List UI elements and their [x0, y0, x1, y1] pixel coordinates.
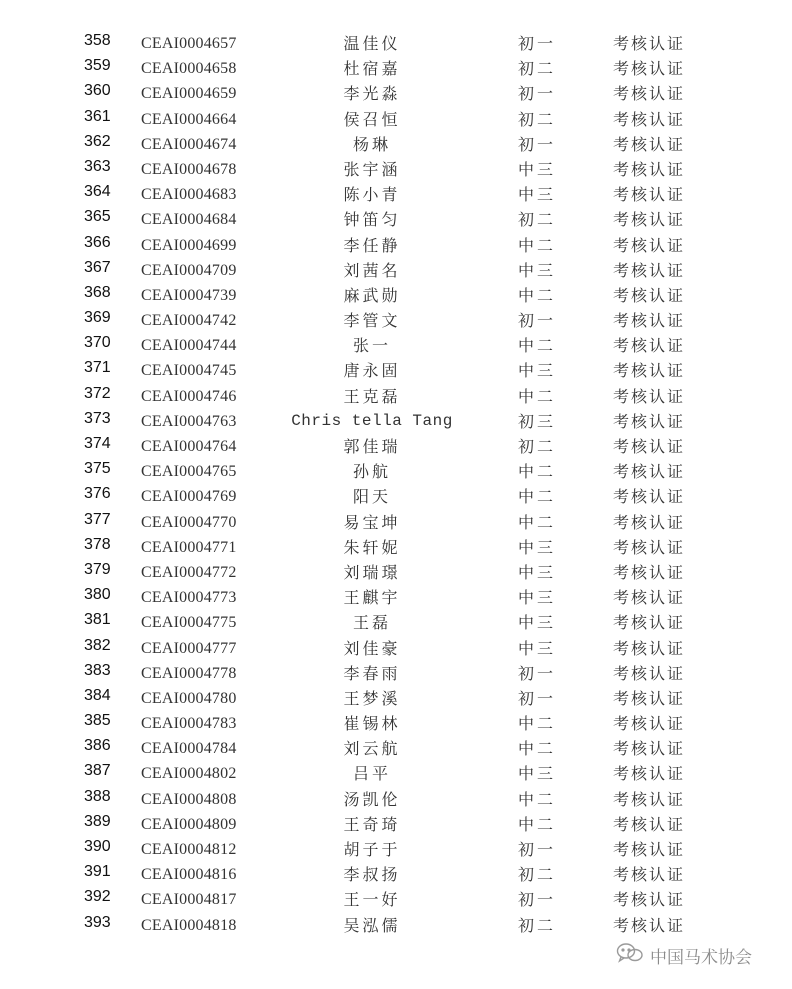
member-level: 中二 [518, 814, 557, 834]
member-name: 刘佳豪 [343, 638, 401, 658]
wechat-icon [616, 942, 644, 969]
table-row [0, 308, 792, 333]
table-row [0, 510, 792, 535]
certification-status: 考核认证 [613, 34, 686, 53]
member-level: 中二 [518, 739, 557, 759]
member-name: 王磊 [352, 613, 391, 633]
row-number: 384 [84, 686, 111, 704]
member-level: 中三 [518, 260, 557, 280]
table-row [0, 283, 792, 308]
row-number: 359 [84, 57, 111, 75]
row-number: 366 [84, 233, 111, 251]
table-row [0, 233, 792, 258]
certification-status: 考核认证 [613, 562, 686, 582]
member-name: 杜宿嘉 [343, 59, 401, 79]
member-name: 刘茜名 [343, 260, 401, 280]
table-row [0, 258, 792, 283]
member-level: 中三 [518, 562, 557, 582]
member-id: CEAI0004664 [141, 110, 237, 128]
member-level: 中三 [518, 613, 557, 633]
row-number: 390 [84, 838, 111, 855]
member-level: 中三 [518, 588, 557, 608]
member-level: 初二 [518, 915, 557, 935]
certification-status: 考核认证 [613, 764, 686, 784]
row-number: 379 [84, 560, 111, 578]
certification-status: 考核认证 [613, 134, 686, 154]
member-id: CEAI0004709 [141, 261, 237, 279]
table-row [0, 560, 792, 585]
table-row [0, 787, 792, 812]
member-name: 汤凯伦 [343, 789, 401, 809]
member-name: 杨琳 [352, 134, 391, 154]
member-level: 中二 [518, 789, 557, 809]
certification-status: 考核认证 [613, 260, 686, 280]
certification-status: 考核认证 [613, 336, 686, 356]
certification-status: 考核认证 [613, 865, 686, 885]
member-level: 初二 [518, 437, 557, 456]
row-number: 382 [84, 636, 111, 654]
row-number: 373 [84, 409, 111, 427]
table-row [0, 736, 792, 761]
member-name: 吕平 [352, 764, 391, 784]
member-name: 胡子于 [343, 840, 401, 859]
table-row [0, 610, 792, 635]
member-id: CEAI0004772 [141, 563, 237, 581]
member-id: CEAI0004816 [141, 866, 237, 884]
table-row [0, 207, 792, 232]
certification-status: 考核认证 [613, 311, 686, 331]
member-level: 初一 [518, 688, 557, 708]
member-name: 朱轩妮 [343, 537, 401, 557]
table-row [0, 761, 792, 786]
table-row [0, 434, 792, 459]
table-row [0, 913, 792, 938]
table-row [0, 636, 792, 661]
member-id: CEAI0004746 [141, 387, 237, 405]
row-number: 358 [84, 32, 111, 49]
member-id: CEAI0004780 [141, 689, 237, 707]
certification-status: 考核认证 [613, 663, 686, 683]
table-row [0, 711, 792, 736]
table-row [0, 333, 792, 358]
table-row [0, 459, 792, 484]
table-row [0, 81, 792, 106]
member-level: 中三 [518, 361, 557, 381]
certification-status: 考核认证 [613, 386, 686, 406]
member-name: 唐永固 [343, 361, 401, 381]
member-id: CEAI0004744 [141, 337, 237, 355]
watermark [616, 942, 752, 969]
table-row [0, 384, 792, 409]
table-row [0, 358, 792, 383]
row-number: 392 [84, 888, 111, 906]
member-level: 初一 [518, 890, 557, 910]
member-id: CEAI0004771 [141, 538, 237, 556]
member-id: CEAI0004699 [141, 236, 237, 254]
table-row [0, 484, 792, 509]
member-name: 王一好 [343, 890, 401, 910]
certification-status: 考核认证 [613, 235, 686, 255]
member-level: 初二 [518, 210, 557, 230]
member-level: 初一 [518, 84, 557, 104]
row-number: 389 [84, 812, 111, 830]
member-name: 王麒宇 [343, 588, 401, 608]
member-name: 李管文 [343, 311, 401, 331]
member-level: 中三 [518, 537, 557, 557]
member-name: 刘云航 [343, 739, 401, 759]
member-id: CEAI0004684 [141, 211, 237, 229]
certification-status: 考核认证 [613, 185, 686, 205]
row-number: 383 [84, 661, 111, 679]
member-level: 初二 [518, 109, 557, 129]
certification-status: 考核认证 [613, 109, 686, 129]
member-id: CEAI0004763 [141, 412, 237, 430]
member-name: 阳天 [352, 487, 391, 507]
certification-status: 考核认证 [613, 361, 686, 381]
member-name: 孙航 [352, 462, 391, 482]
member-name: 麻武勋 [343, 285, 401, 305]
member-id: CEAI0004818 [141, 916, 237, 934]
certification-status: 考核认证 [613, 462, 686, 482]
certification-status: 考核认证 [613, 487, 686, 507]
certification-status: 考核认证 [613, 688, 686, 708]
member-level: 初二 [518, 865, 557, 885]
member-name: 易宝坤 [343, 512, 401, 532]
row-number: 364 [84, 183, 111, 201]
certification-status: 考核认证 [613, 840, 686, 859]
table-row [0, 837, 792, 862]
certification-status: 考核认证 [613, 512, 686, 532]
certification-status: 考核认证 [613, 789, 686, 809]
certification-status: 考核认证 [613, 613, 686, 633]
member-level: 中二 [518, 462, 557, 482]
certification-status: 考核认证 [613, 437, 686, 456]
member-level: 初一 [518, 663, 557, 683]
member-id: CEAI0004777 [141, 639, 237, 657]
table-row [0, 157, 792, 182]
table-row [0, 887, 792, 912]
member-id: CEAI0004765 [141, 463, 237, 481]
member-name: 李任静 [343, 235, 401, 255]
table-row [0, 686, 792, 711]
row-number: 369 [84, 309, 111, 327]
member-level: 中二 [518, 235, 557, 255]
member-level: 初一 [518, 134, 557, 154]
certification-status: 考核认证 [613, 814, 686, 834]
table-row [0, 56, 792, 81]
member-id: CEAI0004745 [141, 362, 237, 380]
table-row [0, 535, 792, 560]
member-level: 中三 [518, 159, 557, 179]
row-number: 377 [84, 510, 111, 528]
member-id: CEAI0004769 [141, 488, 237, 506]
table-row [0, 182, 792, 207]
member-id: CEAI0004742 [141, 312, 237, 330]
member-level: 中二 [518, 714, 557, 734]
table-row [0, 107, 792, 132]
member-name: 侯召恒 [343, 109, 401, 129]
member-level: 中三 [518, 185, 557, 205]
member-name: 张一 [352, 336, 391, 356]
member-name: 刘瑞璟 [343, 562, 401, 582]
row-number: 388 [84, 787, 111, 805]
member-id: CEAI0004764 [141, 438, 237, 455]
member-level: 初三 [518, 411, 557, 431]
row-number: 363 [84, 157, 111, 175]
row-number: 367 [84, 258, 111, 276]
row-number: 380 [84, 586, 111, 604]
member-level: 中三 [518, 764, 557, 784]
table-row [0, 661, 792, 686]
member-id: CEAI0004812 [141, 841, 237, 858]
certification-status: 考核认证 [613, 588, 686, 608]
member-level: 中二 [518, 386, 557, 406]
member-id: CEAI0004802 [141, 765, 237, 783]
certification-status: 考核认证 [613, 714, 686, 734]
member-id: CEAI0004817 [141, 891, 237, 909]
member-name: 张宇涵 [343, 159, 401, 179]
row-number: 376 [84, 485, 111, 503]
row-number: 374 [84, 435, 111, 452]
certification-status: 考核认证 [613, 739, 686, 759]
member-name: 王克磊 [343, 386, 401, 406]
certification-status: 考核认证 [613, 210, 686, 230]
certification-status: 考核认证 [613, 84, 686, 104]
certification-status: 考核认证 [613, 638, 686, 658]
member-name: 李叔扬 [343, 865, 401, 885]
certification-status: 考核认证 [613, 59, 686, 79]
table-row [0, 862, 792, 887]
member-id: CEAI0004683 [141, 186, 237, 204]
watermark-text: 中国马术协会 [650, 948, 752, 968]
certification-table [0, 31, 792, 938]
member-id: CEAI0004674 [141, 135, 237, 153]
certification-status: 考核认证 [613, 915, 686, 935]
member-name: Chris tella Tang [291, 411, 453, 430]
member-level: 中二 [518, 336, 557, 356]
member-level: 中二 [518, 512, 557, 532]
row-number: 387 [84, 762, 111, 780]
member-name: 温佳仪 [343, 34, 401, 53]
row-number: 391 [84, 863, 111, 881]
member-id: CEAI0004784 [141, 740, 237, 758]
table-row [0, 31, 792, 56]
table-row [0, 132, 792, 157]
member-id: CEAI0004773 [141, 589, 237, 607]
member-id: CEAI0004657 [141, 35, 237, 52]
member-level: 中三 [518, 638, 557, 658]
member-name: 钟笛匀 [343, 210, 401, 230]
member-name: 李春雨 [343, 663, 401, 683]
member-id: CEAI0004739 [141, 286, 237, 304]
member-id: CEAI0004658 [141, 60, 237, 78]
member-name: 郭佳瑞 [343, 437, 401, 456]
member-level: 初一 [518, 311, 557, 331]
row-number: 375 [84, 460, 111, 478]
member-id: CEAI0004809 [141, 815, 237, 833]
certification-status: 考核认证 [613, 411, 686, 431]
row-number: 371 [84, 359, 111, 377]
certification-status: 考核认证 [613, 159, 686, 179]
row-number: 381 [84, 611, 111, 629]
member-name: 李光淼 [343, 84, 401, 104]
certification-status: 考核认证 [613, 285, 686, 305]
member-id: CEAI0004678 [141, 160, 237, 178]
member-id: CEAI0004808 [141, 790, 237, 808]
row-number: 385 [84, 712, 111, 730]
member-id: CEAI0004778 [141, 664, 237, 682]
row-number: 370 [84, 334, 111, 352]
member-level: 中二 [518, 285, 557, 305]
row-number: 393 [84, 913, 111, 931]
row-number: 365 [84, 208, 111, 226]
row-number: 362 [84, 132, 111, 150]
table-row [0, 585, 792, 610]
member-level: 初二 [518, 59, 557, 79]
member-id: CEAI0004770 [141, 513, 237, 531]
member-name: 崔锡林 [343, 714, 401, 734]
table-row [0, 812, 792, 837]
member-level: 初一 [518, 840, 557, 859]
certification-status: 考核认证 [613, 890, 686, 910]
member-name: 王奇琦 [343, 814, 401, 834]
member-id: CEAI0004775 [141, 614, 237, 632]
member-name: 吴泓儒 [343, 915, 401, 935]
member-level: 中二 [518, 487, 557, 507]
member-name: 王梦溪 [343, 688, 401, 708]
member-level: 初一 [518, 34, 557, 53]
certification-status: 考核认证 [613, 537, 686, 557]
row-number: 386 [84, 737, 111, 755]
member-name: 陈小青 [343, 185, 401, 205]
member-id: CEAI0004659 [141, 85, 237, 103]
member-id: CEAI0004783 [141, 715, 237, 733]
row-number: 360 [84, 82, 111, 100]
table-row [0, 409, 792, 434]
row-number: 368 [84, 283, 111, 301]
row-number: 361 [84, 107, 111, 125]
row-number: 378 [84, 535, 111, 553]
row-number: 372 [84, 384, 111, 402]
